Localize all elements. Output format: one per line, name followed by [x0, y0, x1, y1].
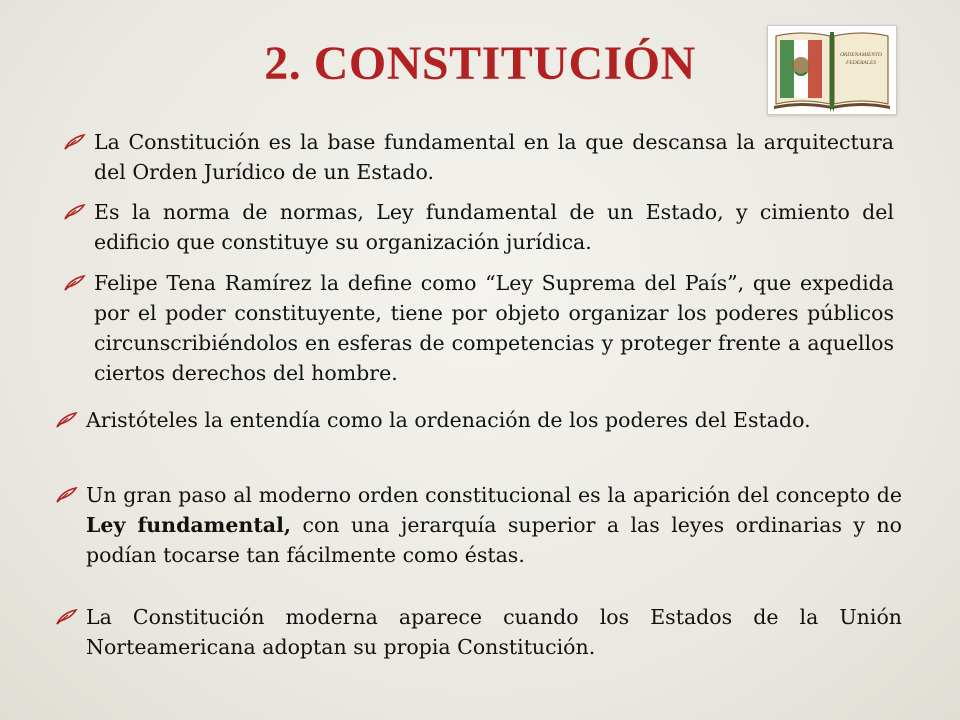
feather-pen-icon	[50, 480, 86, 510]
bullet-item	[58, 268, 894, 388]
bullet-item	[50, 405, 894, 435]
book-icon	[767, 25, 897, 115]
bullet-item	[50, 480, 902, 570]
feather-pen-icon	[50, 405, 86, 435]
svg-text:FEDERALES: FEDERALES	[846, 60, 876, 66]
feather-pen-icon	[58, 197, 94, 227]
bullet-text: La Constitución moderna aparece cuando los Estados de la Unión Norteamericana adoptan su propia Constitución.	[86, 605, 902, 659]
bullet-item	[58, 127, 894, 187]
feather-pen-icon	[58, 268, 94, 298]
feather-pen-icon	[58, 127, 94, 157]
bullet-text: Es la norma de normas, Ley fundamental de un Estado, y cimiento del edificio que constituye su organización jurídica.	[94, 200, 894, 254]
bullet-text: Aristóteles la entendía como la ordenación de los poderes del Estado.	[86, 408, 811, 432]
bullet-item	[50, 602, 902, 662]
book-label: ORDENAMIENTO	[839, 52, 883, 58]
bullet-item	[58, 197, 894, 257]
bullet-text: Felipe Tena Ramírez la define como “Ley Suprema del País”, que expedida por el poder constituyente, tiene por objeto organizar los poderes públicos circunscribiéndolos en esferas de competencias y proteger frente a aquellos ciertos derechos del hombre.	[94, 271, 894, 385]
slide-title: 2. CONSTITUCIÓN	[264, 37, 696, 90]
bullet-text: La Constitución es la base fundamental en la que descansa la arquitectura del Orden Jurídico de un Estado.	[94, 130, 894, 184]
bold-term: Ley fundamental,	[86, 513, 292, 537]
feather-pen-icon	[50, 602, 86, 632]
bullet-text: Un gran paso al moderno orden constitucional es la aparición del concepto de Ley fundamental, con una jerarquía superior a las leyes ordinarias y no podían tocarse tan fácilmente como éstas.	[86, 483, 902, 567]
